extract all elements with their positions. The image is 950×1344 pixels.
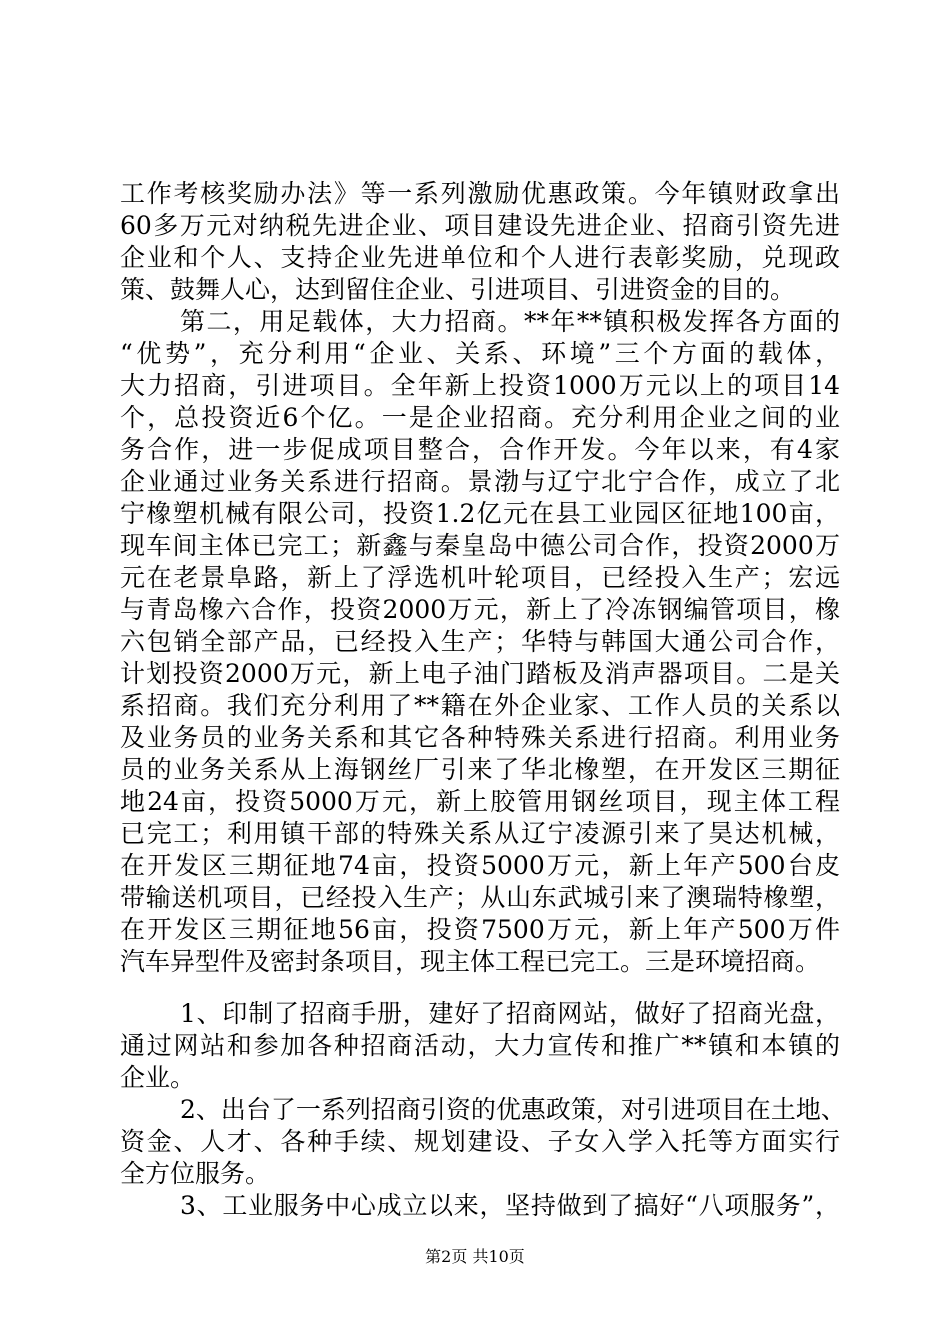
text-line: 员的业务关系从上海钢丝厂引来了华北橡塑，在开发区三期征 [120,755,840,784]
text-line: “优势”，充分利用“企业、关系、环境”三个方面的载体， [120,339,840,368]
text-line: 在开发区三期征地74亩，投资5000万元，新上年产500台皮 [120,851,840,880]
text-line: 企业通过业务关系进行招商。景渤与辽宁北宁合作，成立了北 [120,467,840,496]
text-line: 企业。 [120,1063,196,1092]
text-line: 1、印制了招商手册，建好了招商网站，做好了招商光盘， [180,999,840,1028]
document-body [120,178,846,1222]
text-line: 2、出台了一系列招商引资的优惠政策，对引进项目在土地、 [180,1095,846,1124]
paragraph-1 [120,178,840,306]
paragraph-2 [120,306,840,978]
text-line: 第二，用足载体，大力招商。**年**镇积极发挥各方面的 [180,307,840,336]
text-line: 务合作，进一步促成项目整合，合作开发。今年以来，有4家 [120,435,840,464]
text-line: 资金、人才、各种手续、规划建设、子女入学入托等方面实行 [120,1127,840,1156]
paragraph-5 [120,1190,840,1222]
text-line: 计划投资2000万元，新上电子油门踏板及消声器项目。二是关 [120,659,840,688]
text-line: 个，总投资近6个亿。一是企业招商。充分利用企业之间的业 [120,403,840,432]
page-footer: 第2页 共10页 [425,1247,525,1266]
text-line: 与青岛橡六合作，投资2000万元，新上了冷冻钢编管项目，橡 [120,595,840,624]
text-line: 60多万元对纳税先进企业、项目建设先进企业、招商引资先进 [120,211,840,240]
text-line: 六包销全部产品，已经投入生产；华特与韩国大通公司合作， [120,627,840,656]
text-line: 及业务员的业务关系和其它各种特殊关系进行招商。利用业务 [120,723,840,752]
text-line: 地24亩，投资5000万元，新上胶管用钢丝项目，现主体工程 [120,787,840,816]
paragraph-3 [120,998,840,1094]
text-line: 策、鼓舞人心，达到留住企业、引进项目、引进资金的目的。 [120,275,796,304]
text-line: 已完工；利用镇干部的特殊关系从辽宁凌源引来了昊达机械， [120,819,840,848]
text-line: 在开发区三期征地56亩，投资7500万元，新上年产500万件 [120,915,840,944]
text-line: 带输送机项目，已经投入生产；从山东武城引来了澳瑞特橡塑， [120,883,840,912]
text-line: 全方位服务。 [120,1159,271,1188]
text-line: 工作考核奖励办法》等一系列激励优惠政策。今年镇财政拿出 [120,179,840,208]
text-line: 汽车异型件及密封条项目，现主体工程已完工。三是环境招商。 [120,947,821,976]
text-line: 3、工业服务中心成立以来，坚持做到了搞好“八项服务”， [180,1191,840,1220]
text-line: 系招商。我们充分利用了**籍在外企业家、工作人员的关系以 [120,691,840,720]
text-line: 通过网站和参加各种招商活动，大力宣传和推广**镇和本镇的 [120,1031,840,1060]
paragraph-gap [120,978,840,998]
text-line: 企业和个人、支持企业先进单位和个人进行表彰奖励，兑现政 [120,243,840,272]
text-line: 元在老景阜路，新上了浮选机叶轮项目，已经投入生产；宏远 [120,563,840,592]
text-line: 现车间主体已完工；新鑫与秦皇岛中德公司合作，投资2000万 [120,531,840,560]
text-line: 大力招商，引进项目。全年新上投资1000万元以上的项目14 [120,371,840,400]
text-line: 宁橡塑机械有限公司，投资1.2亿元在县工业园区征地100亩， [120,499,840,528]
paragraph-4 [120,1094,846,1190]
